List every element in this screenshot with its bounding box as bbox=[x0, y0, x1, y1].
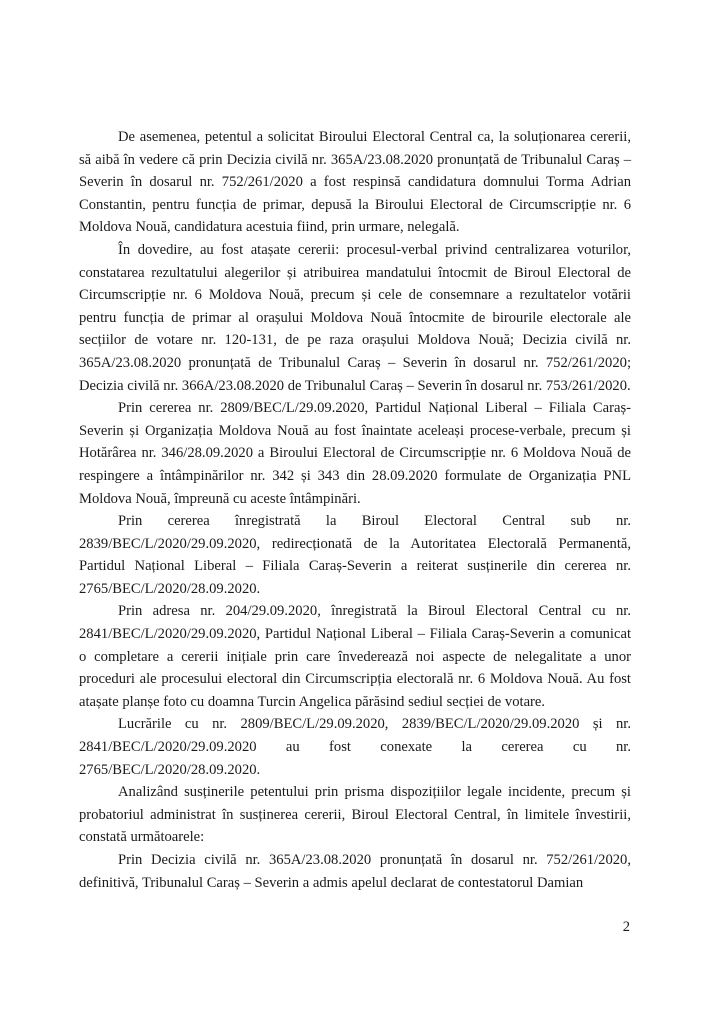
paragraph-1: De asemenea, petentul a solicitat Biroului Electoral Central ca, la soluționarea cererii, să aibă în vedere că prin Decizia civilă nr. 365A/23.08.2020 pronunțată de Tribunalul Caraș – Severin în dosarul nr. 752/261/2020 a fost respinsă candidatura domnului Torma Adrian Constantin, pentru funcția de primar, depusă la Biroului Electoral de Circumscripție nr. 6 Moldova Nouă, candidatura acestuia fiind, prin urmare, nelegală. bbox=[79, 129, 631, 236]
paragraph-6: Lucrările cu nr. 2809/BEC/L/29.09.2020, 2839/BEC/L/2020/29.09.2020 și nr. 2841/BEC/L/2020/29.09.2020 au fost conexate la cererea cu nr. 2765/BEC/L/2020/28.09.2020. bbox=[79, 716, 631, 778]
paragraph-8: Prin Decizia civilă nr. 365A/23.08.2020 pronunțată în dosarul nr. 752/261/2020, definitivă, Tribunalul Caraș – Severin a admis apelul declarat de contestatorul Damian bbox=[79, 852, 631, 891]
paragraph-3: Prin cererea nr. 2809/BEC/L/29.09.2020, Partidul Național Liberal – Filiala Caraș-Severin și Organizația Moldova Nouă au fost înaintate aceleași procese-verbale, precum și Hotărârea nr. 346/28.09.2020 a Biroului Electoral de Circumscripție nr. 6 Moldova Nouă de respingere a întâmpinărilor nr. 342 și 343 din 28.09.2020 formulate de Organizația PNL Moldova Nouă, împreună cu aceste întâmpinări. bbox=[79, 400, 631, 507]
paragraph-4: Prin cererea înregistrată la Biroul Electoral Central sub nr. 2839/BEC/L/2020/29.09.2020, redirecționată de la Autoritatea Electorală Permanentă, Partidul Național Liberal – Filiala Caraș-Severin a reiterat susținerile din cererea nr. 2765/BEC/L/2020/28.09.2020. bbox=[79, 513, 631, 597]
paragraph-5: Prin adresa nr. 204/29.09.2020, înregistrată la Biroul Electoral Central cu nr. 2841/BEC/L/2020/29.09.2020, Partidul Național Liberal – Filiala Caraș-Severin a comunicat o completare a cererii inițiale prin care învederează noi aspecte de nelegalitate a unor proceduri ale procesului electoral din Circumscripția electorală nr. 6 Moldova Nouă. Au fost atașate planșe foto cu doamna Turcin Angelica părăsind sediul secției de votare. bbox=[79, 603, 631, 710]
paragraph-2: În dovedire, au fost atașate cererii: procesul-verbal privind centralizarea voturilor, constatarea rezultatului alegerilor și atribuirea mandatului întocmit de Biroul Electoral de Circumscripție nr. 6 Moldova Nouă, precum și cele de consemnare a rezultatelor votării pentru funcția de primar al orașului Moldova Nouă întocmite de birourile electorale ale secțiilor de votare nr. 120-131, de pe raza orașului Moldova Nouă; Decizia civilă nr. 365A/23.08.2020 pronunțată de Tribunalul Caraș – Severin în dosarul nr. 752/261/2020; Decizia civilă nr. 366A/23.08.2020 de Tribunalul Caraș – Severin în dosarul nr. 753/261/2020. bbox=[79, 241, 631, 394]
body-text bbox=[79, 126, 631, 894]
page-number: 2 bbox=[622, 919, 630, 935]
paragraph-7: Analizând susținerile petentului prin prisma dispozițiilor legale incidente, precum și probatoriul administrat în susținerea cererii, Biroul Electoral Central, în limitele învestirii, constată următoarele: bbox=[79, 784, 631, 846]
